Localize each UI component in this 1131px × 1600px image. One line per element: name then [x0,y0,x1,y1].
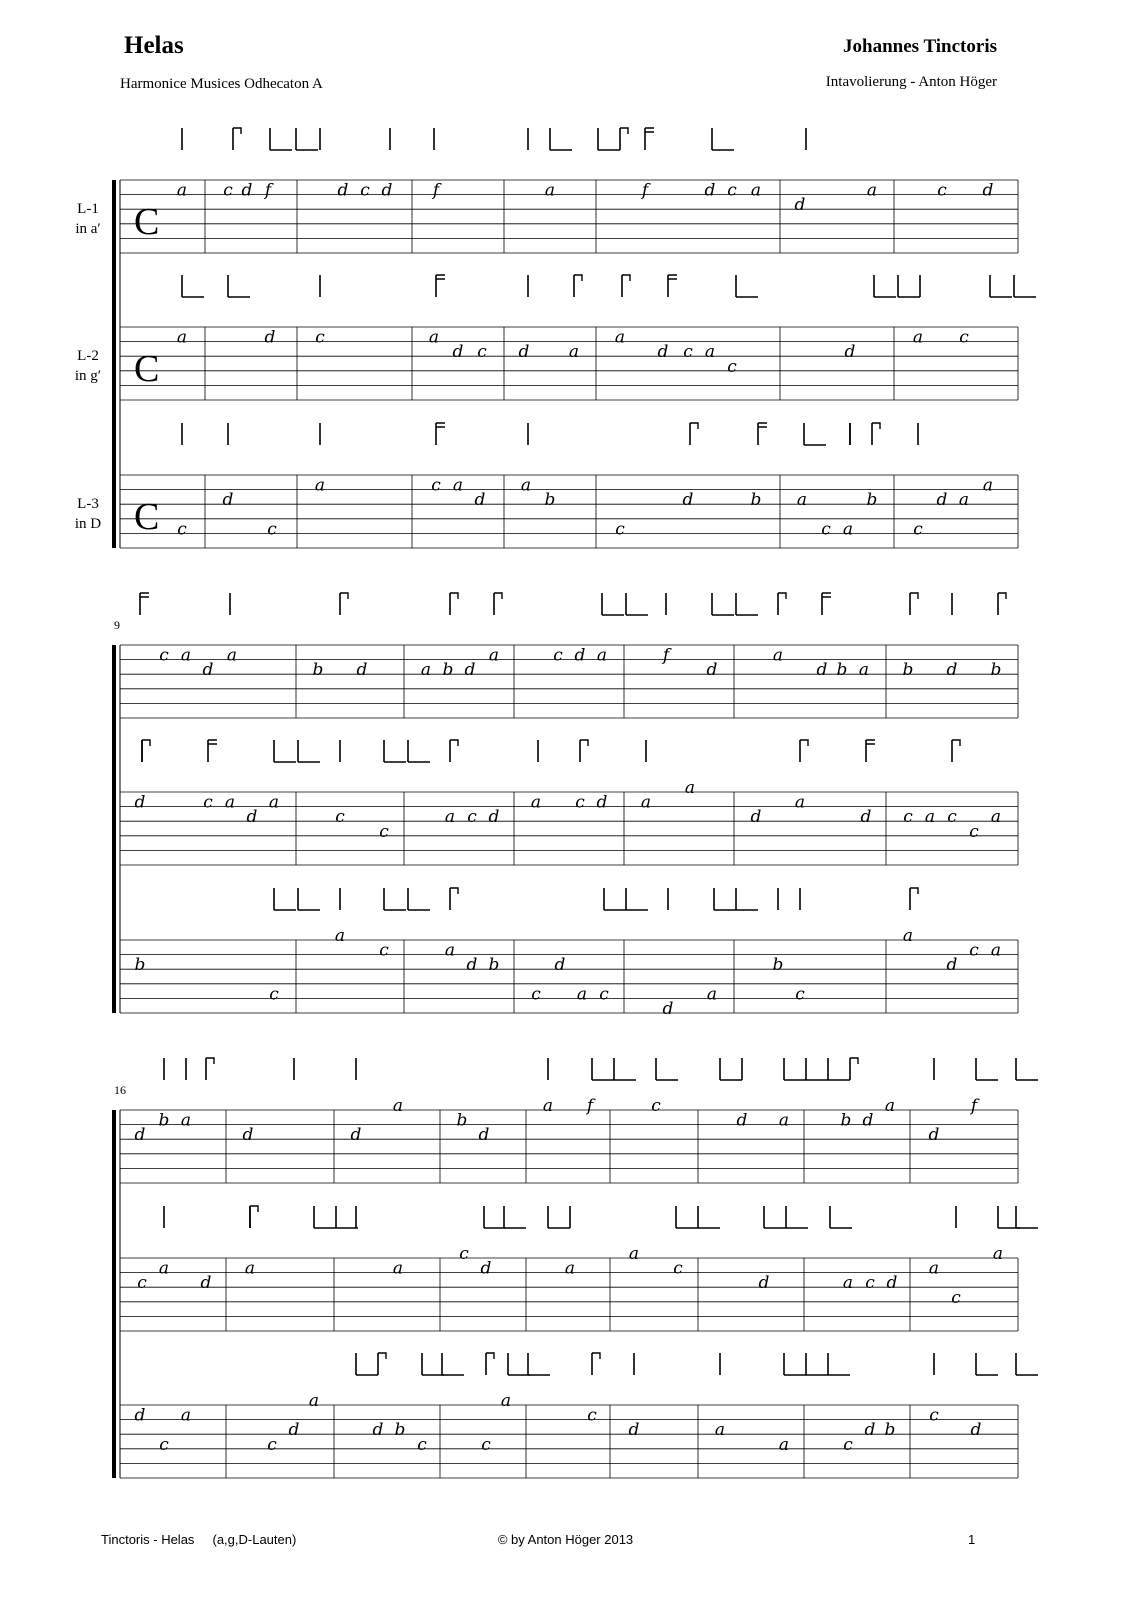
footer-copyright: © by Anton Höger 2013 [497,1532,634,1547]
staff-3 [120,926,1018,1019]
tab-letter: d [222,490,234,511]
tab-letter: c [587,1405,597,1426]
system-bracket [112,645,116,1013]
system-2 [112,593,1018,1019]
tab-letter: c [947,807,957,828]
tab-letter: a [928,1258,940,1279]
rhythm-flag [758,423,767,427]
tab-letter: a [308,1391,320,1411]
tab-letter: d [596,792,608,813]
tab-letter: d [936,490,948,511]
tab-letter: b [884,1420,896,1441]
tab-letter: d [860,807,872,828]
tab-letter: f [586,1096,594,1116]
tab-letter: b [456,1110,468,1131]
rhythm-flag [910,888,918,894]
tab-letter: d [886,1273,898,1294]
tab-letter: a [750,180,762,201]
tab-letter: a [796,490,808,511]
tab-letter: b [442,660,454,681]
staff-2 [120,1244,1018,1331]
tab-letter: a [778,1110,790,1131]
tab-letter: a [772,645,784,666]
tab-letter: a [542,1096,554,1116]
tab-letter: d [554,955,566,976]
tab-letter: d [706,660,718,681]
time-signature: C [134,201,160,243]
part-name: L-2 [77,348,99,364]
time-signature: C [134,348,160,390]
rhythm-flag [645,128,654,132]
page-number: 1 [968,1532,976,1547]
part-tuning: in D [74,516,102,532]
tab-letter: c [467,807,477,828]
tab-letter: d [518,342,530,363]
rhythm-flag [850,1058,858,1064]
tab-letter: d [474,490,486,511]
tab-letter: c [360,180,370,201]
rhythm-flag [952,740,960,746]
tab-letter: c [821,519,831,540]
tab-letter: a [842,1273,854,1294]
tab-letter: d [241,180,253,201]
tab-letter: d [246,807,258,828]
tab-letter: c [951,1287,961,1308]
tab-letter: a [576,984,588,1005]
tab-letter: d [200,1273,212,1294]
tab-letter: d [864,1420,876,1441]
rhythm-flag [340,593,348,599]
tab-letter: d [134,1125,146,1146]
tab-letter: c [727,356,737,377]
rhythm-flag [574,275,582,281]
tab-letter: c [431,475,441,496]
tab-letter: a [628,1244,640,1264]
part-name: L-1 [77,201,99,217]
tab-letter: a [520,475,532,496]
tab-letter: d [844,342,856,363]
composer-name: Johannes Tinctoris [843,36,997,57]
tab-letter: f [662,645,670,666]
staff-1 [120,1096,1018,1183]
tab-letter: d [794,195,806,216]
tab-letter: c [865,1273,875,1294]
tab-letter: d [488,807,500,828]
tab-letter: a [500,1391,512,1411]
rhythm-flag [140,593,149,597]
tab-letter: f [264,180,272,201]
tab-letter: d [946,660,958,681]
part-name: L-3 [77,496,99,512]
tab-letter: c [177,519,187,540]
rhythm-flag [250,1206,258,1212]
tab-letter: a [640,792,652,813]
tab-letter: d [946,955,958,976]
rhythm-flag [206,1058,214,1064]
tab-letter: f [432,180,440,201]
tab-letter: c [727,180,737,201]
piece-title: Helas [124,32,184,59]
tab-letter: d [480,1258,492,1279]
tab-letter: a [444,807,456,828]
tab-letter: a [176,327,188,348]
measure-number: 9 [114,618,120,632]
tab-letter: d [928,1125,940,1146]
tab-letter: a [958,490,970,511]
tab-letter: c [481,1434,491,1455]
system-1 [75,128,1036,548]
tab-letter: b [134,955,146,976]
tab-letter: a [990,940,1002,961]
tab-letter: a [488,645,500,666]
tab-letter: a [244,1258,256,1279]
rhythm-flag [778,593,786,599]
tab-letter: c [267,1434,277,1455]
rhythm-flag [378,1353,386,1359]
tab-letter: a [684,778,696,798]
tab-letter: d [337,180,349,201]
tab-letter: a [842,519,854,540]
tab-letter: a [530,792,542,813]
tab-letter: d [574,645,586,666]
footer-piece-info: Tinctoris - Helas (a,g,D-Lauten) [101,1532,297,1547]
tab-letter: c [417,1434,427,1455]
rhythm-flag [998,593,1006,599]
tab-letter: c [959,327,969,348]
tab-letter: f [641,180,649,201]
tab-letter: d [134,792,146,813]
tab-letter: c [379,940,389,961]
tab-letter: c [203,792,213,813]
tab-letter: a [912,327,924,348]
tab-letter: c [159,1434,169,1455]
rhythm-flag [486,1353,494,1359]
rhythm-flag [690,423,698,429]
tab-letter: b [312,660,324,681]
rhythm-flag [208,740,217,744]
rhythm-flag [872,423,880,429]
tab-letter: c [937,180,947,201]
system-bracket [112,180,116,548]
tab-letter: a [884,1096,896,1116]
rhythm-flag [494,593,502,599]
tab-letter: c [477,342,487,363]
staff-2 [75,327,1018,400]
rhythm-flag [822,593,831,597]
tab-letter: a [314,475,326,496]
tab-letter: b [840,1110,852,1131]
staff-3 [120,1391,1018,1478]
tab-letter: d [356,660,368,681]
rhythm-flag [866,740,875,744]
tab-letter: d [381,180,393,201]
rhythm-flag [233,128,241,134]
tab-letter: c [683,342,693,363]
arranger-credit: Intavolierung - Anton Höger [825,74,997,90]
part-tuning: in g′ [74,368,102,384]
time-signature: C [134,496,160,538]
tab-letter: c [379,821,389,842]
rhythm-flag [142,740,150,746]
tab-letter: b [158,1110,170,1131]
rhythm-flag [622,275,630,281]
tab-letter: c [913,519,923,540]
tab-letter: a [226,645,238,666]
tab-letter: b [990,660,1002,681]
tab-letter: d [288,1420,300,1441]
tab-letter: d [657,342,669,363]
system-3 [112,1058,1038,1478]
tab-letter: a [158,1258,170,1279]
tab-letter: a [420,660,432,681]
rhythm-flag [450,740,458,746]
tab-letter: b [544,490,556,511]
rhythm-flag [450,593,458,599]
tab-letter: d [758,1273,770,1294]
tab-letter: a [444,940,456,961]
tab-letter: a [706,984,718,1005]
rhythm-flag [450,888,458,894]
tab-letter: a [982,475,994,496]
tab-letter: a [614,327,626,348]
tab-letter: c [315,327,325,348]
tab-letter: d [466,955,478,976]
tab-letter: d [628,1420,640,1441]
tab-letter: d [264,327,276,348]
tab-letter: a [596,645,608,666]
tab-letter: d [982,180,994,201]
tab-letter: d [816,660,828,681]
tab-letter: c [651,1096,661,1116]
tab-letter: d [372,1420,384,1441]
tab-letter: c [969,940,979,961]
rhythm-flag [620,128,628,134]
tab-letter: c [159,645,169,666]
rhythm-flag [436,275,445,279]
part-tuning: in a′ [75,221,101,237]
tab-letter: d [464,660,476,681]
rhythm-flag [580,740,588,746]
tab-letter: b [488,955,500,976]
tab-letter: a [778,1434,790,1455]
rhythm-flag [910,593,918,599]
tab-letter: a [224,792,236,813]
tab-letter: d [350,1125,362,1146]
tab-letter: c [267,519,277,540]
tab-letter: a [452,475,464,496]
tab-letter: d [134,1405,146,1426]
tab-letter: b [772,955,784,976]
rhythm-flag [800,740,808,746]
rhythm-flag [436,423,445,427]
tab-letter: d [202,660,214,681]
tab-letter: c [575,792,585,813]
tab-letter: c [269,984,279,1005]
tab-letter: a [180,1110,192,1131]
staff-1 [120,645,1018,718]
tab-letter: d [662,999,674,1019]
tab-letter: d [750,807,762,828]
tab-letter: c [795,984,805,1005]
rhythm-flag [592,1353,600,1359]
tab-letter: a [392,1258,404,1279]
rhythm-flag [668,275,677,279]
tab-letter: a [794,792,806,813]
tab-letter: d [242,1125,254,1146]
tab-letter: a [714,1420,726,1441]
tab-letter: a [902,926,914,946]
tab-letter: d [970,1420,982,1441]
tab-letter: b [866,490,878,511]
tab-letter: a [180,645,192,666]
tab-letter: a [924,807,936,828]
tab-letter: c [969,821,979,842]
tab-letter: a [568,342,580,363]
tab-letter: c [553,645,563,666]
tab-letter: c [137,1273,147,1294]
staff-3 [75,475,1018,548]
tab-letter: d [862,1110,874,1131]
tab-letter: d [452,342,464,363]
tab-letter: d [682,490,694,511]
tab-letter: f [970,1096,978,1116]
tab-letter: d [704,180,716,201]
tab-letter: c [335,807,345,828]
tab-letter: a [392,1096,404,1116]
tab-letter: b [902,660,914,681]
tab-letter: a [428,327,440,348]
tab-letter: a [992,1244,1004,1264]
tab-letter: a [858,660,870,681]
tab-letter: d [736,1110,748,1131]
tab-letter: b [394,1420,406,1441]
tab-letter: c [843,1434,853,1455]
tab-letter: c [223,180,233,201]
system-bracket [112,1110,116,1478]
tab-letter: a [268,792,280,813]
tab-letter: a [564,1258,576,1279]
tab-letter: a [866,180,878,201]
tab-letter: a [544,180,556,201]
staff-2 [120,778,1018,865]
tab-letter: c [459,1244,469,1264]
tab-letter: a [990,807,1002,828]
tab-letter: c [903,807,913,828]
tab-letter: a [704,342,716,363]
tab-letter: c [673,1258,683,1279]
tab-letter: a [180,1405,192,1426]
tab-letter: d [478,1125,490,1146]
tab-letter: c [531,984,541,1005]
tab-letter: b [750,490,762,511]
tab-letter: c [599,984,609,1005]
tab-letter: c [615,519,625,540]
tab-letter: a [334,926,346,946]
tab-letter: a [176,180,188,201]
source-collection: Harmonice Musices Odhecaton A [120,76,323,92]
staff-1 [75,180,1018,253]
tab-letter: b [836,660,848,681]
tab-letter: c [929,1405,939,1426]
measure-number: 16 [114,1083,126,1097]
